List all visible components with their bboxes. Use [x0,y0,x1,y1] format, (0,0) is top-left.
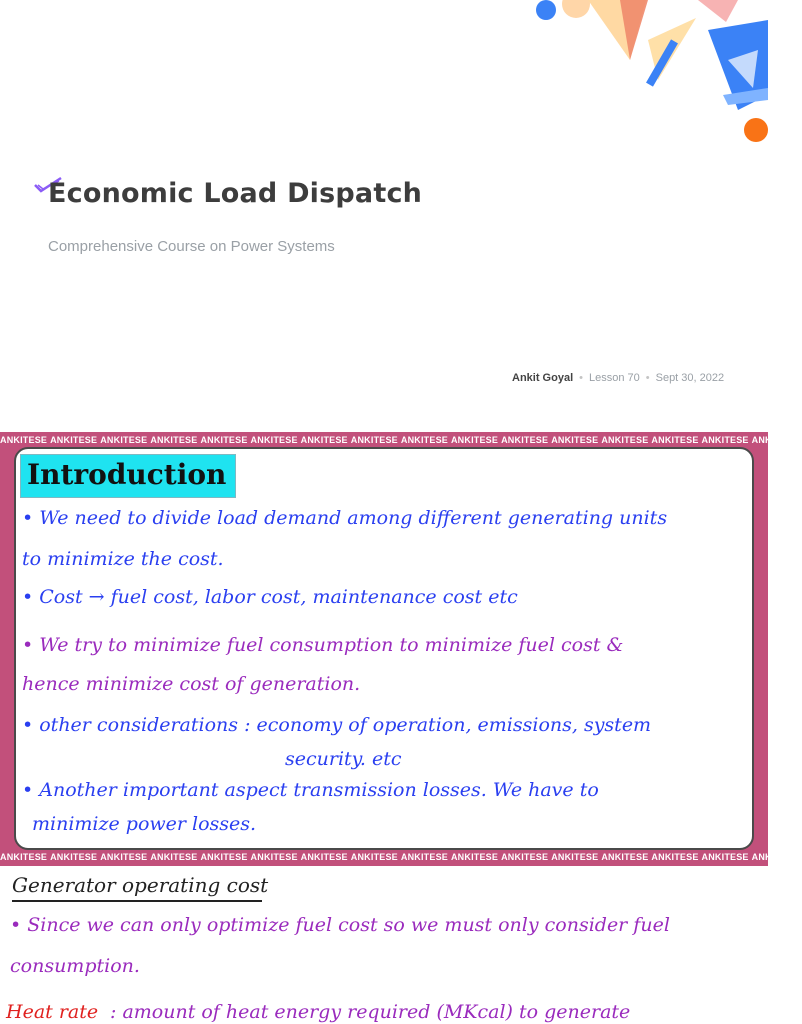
watermark-word: ANKITESE [551,852,599,862]
note-line: • other considerations : economy of operation, emissions, system [22,714,652,736]
section-line: consumption. [10,955,140,977]
watermark-word: ANKITESE [50,852,98,862]
watermark-word: ANKITESE [250,435,298,445]
watermark-word: ANKITESE [751,435,799,445]
note-line: security. etc [285,748,402,770]
note-line: • Cost → fuel cost, labor cost, maintenance cost etc [22,586,518,608]
note-line: • Another important aspect transmission losses. We have to [22,779,599,801]
watermark-word: ANKITESE [250,852,298,862]
section-heading: Generator operating cost [12,873,269,897]
lesson-meta [512,372,724,384]
watermark-word: ANKITESE [701,435,749,445]
note-line: minimize power losses. [32,813,257,835]
watermark-word: ANKITESE [400,852,448,862]
lesson-date: Sept 30, 2022 [655,372,725,384]
stationery-illustration-icon [508,0,768,140]
lesson-number: Lesson 70 [588,372,640,384]
watermark-word: ANKITESE [651,435,699,445]
page-subtitle: Comprehensive Course on Power Systems [48,238,335,255]
separator-dot-icon: • [645,372,650,384]
note-line: to minimize the cost. [22,548,224,570]
notes-heading: Introduction [27,458,227,491]
watermark-word: ANKITESE [751,852,799,862]
separator-dot-icon: • [579,372,583,384]
watermark-word: ANKITESE [651,852,699,862]
watermark-word: ANKITESE [50,435,98,445]
watermark-word: ANKITESE [501,852,549,862]
watermark-word: ANKITESE [701,852,749,862]
title-slide [0,0,768,425]
watermark-word: ANKITESE [0,852,48,862]
term-definition: : amount of heat energy required (MKcal) to generate [110,1001,631,1023]
watermark-word: ANKITESE [400,435,448,445]
watermark-word: ANKITESE [100,435,148,445]
watermark-word: ANKITESE [350,852,398,862]
author-name: Ankit Goyal [512,372,574,384]
watermark-word: ANKITESE [501,435,549,445]
watermark-word: ANKITESE [150,435,198,445]
note-line: • We try to minimize fuel consumption to minimize fuel cost & [22,634,624,656]
term-heat-rate: Heat rate [6,1001,99,1023]
watermark-banner-bottom [0,851,799,863]
watermark-word: ANKITESE [450,435,499,445]
watermark-word: ANKITESE [450,852,499,862]
heading-underline [12,900,262,902]
watermark-word: ANKITESE [601,852,649,862]
watermark-banner-top [0,434,799,446]
watermark-word: ANKITESE [200,852,248,862]
watermark-word: ANKITESE [300,435,348,445]
watermark-word: ANKITESE [551,435,599,445]
section-line: • Since we can only optimize fuel cost so we must only consider fuel [10,914,670,936]
watermark-word: ANKITESE [350,435,398,445]
watermark-word: ANKITESE [300,852,348,862]
note-line: • We need to divide load demand among different generating units [22,507,668,529]
watermark-word: ANKITESE [601,435,649,445]
page-title: Economic Load Dispatch [48,178,423,209]
note-line: hence minimize cost of generation. [22,673,361,695]
watermark-word: ANKITESE [150,852,198,862]
watermark-word: ANKITESE [100,852,148,862]
watermark-word: ANKITESE [200,435,248,445]
watermark-word: ANKITESE [0,435,48,445]
